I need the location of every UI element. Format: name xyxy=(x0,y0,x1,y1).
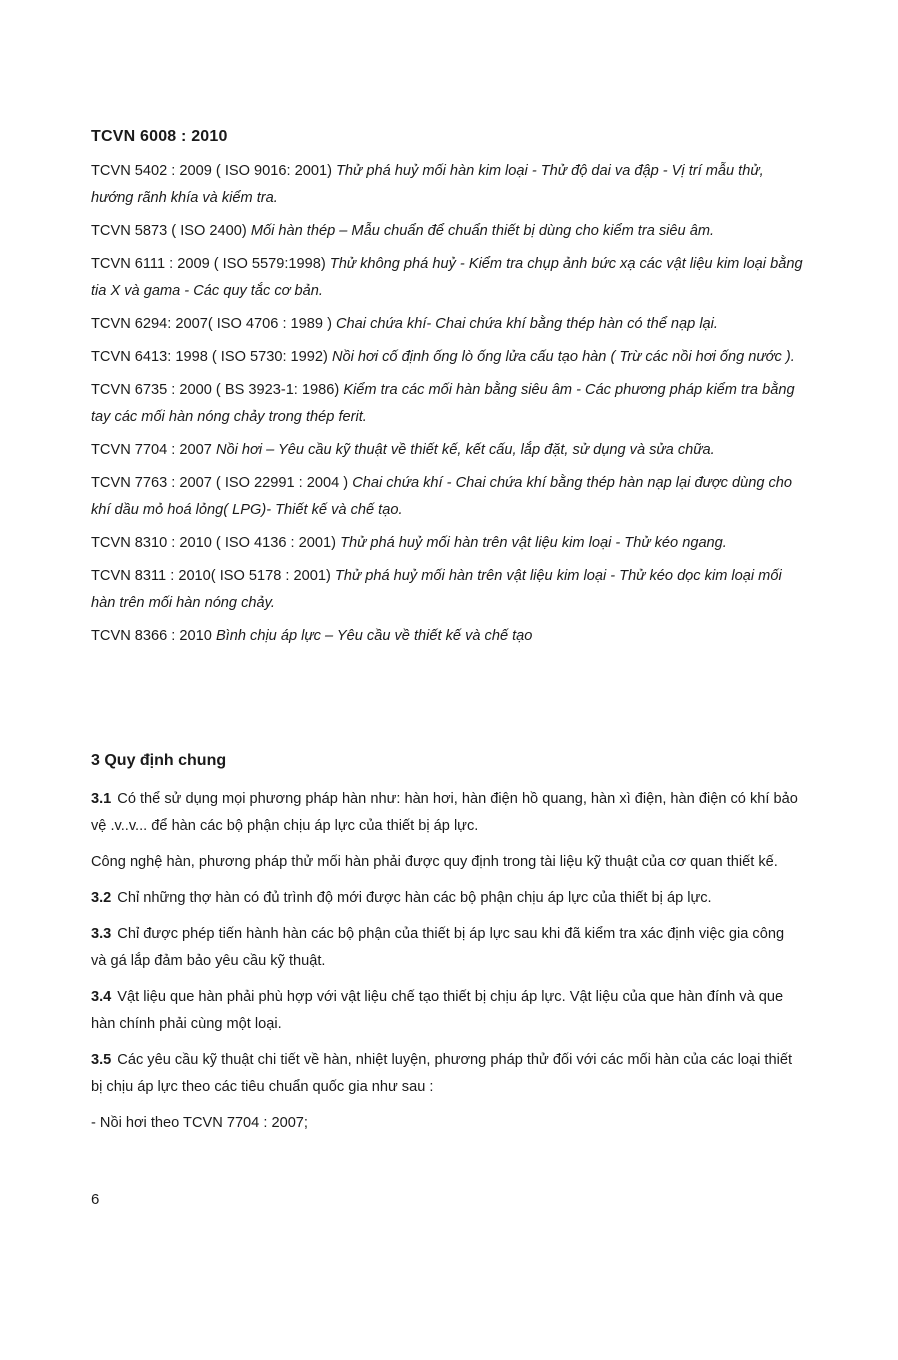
reference-code: TCVN 8366 : 2010 xyxy=(91,628,212,644)
reference-code: TCVN 6294: 2007( ISO 4706 : 1989 ) xyxy=(91,316,332,332)
section-paragraph xyxy=(91,885,803,912)
section-paragraph xyxy=(91,984,803,1038)
reference-item xyxy=(91,563,803,617)
clause-text: Vật liệu que hàn phải phù hợp với vật liệu chế tạo thiết bị chịu áp lực. Vật liệu của que hàn đính và que hàn chính phải cùng một loại. xyxy=(91,989,784,1032)
reference-title: Thử phá huỷ mối hàn trên vật liệu kim loại - Thử kéo dọc kim loại mối hàn trên mối hàn nóng chảy. xyxy=(91,568,782,611)
reference-code: TCVN 8310 : 2010 ( ISO 4136 : 2001) xyxy=(91,535,336,551)
reference-item xyxy=(91,377,803,431)
section-paragraph xyxy=(91,1110,803,1137)
reference-item xyxy=(91,251,803,305)
clause-text: Các yêu cầu kỹ thuật chi tiết về hàn, nhiệt luyện, phương pháp thử đối với các mối hàn của các loại thiết bị chịu áp lực theo các tiêu chuẩn quốc gia như sau : xyxy=(91,1052,793,1095)
reference-code: TCVN 5873 ( ISO 2400) xyxy=(91,223,247,239)
reference-title: Chai chứa khí - Chai chứa khí bằng thép hàn nạp lại được dùng cho khí dầu mỏ hoá lỏng( LPG)- Thiết kế và chế tạo. xyxy=(91,475,793,518)
reference-code: TCVN 7763 : 2007 ( ISO 22991 : 2004 ) xyxy=(91,475,349,491)
reference-item xyxy=(91,437,803,464)
reference-item xyxy=(91,530,803,557)
section-title: 3 Quy định chung xyxy=(91,752,227,769)
section-paragraph xyxy=(91,921,803,975)
reference-title: Thử phá huỷ mối hàn trên vật liệu kim loại - Thử kéo ngang. xyxy=(340,535,727,551)
reference-title: Nồi hơi – Yêu cầu kỹ thuật về thiết kế, kết cấu, lắp đặt, sử dụng và sửa chữa. xyxy=(215,442,715,458)
reference-code: TCVN 7704 : 2007 xyxy=(91,442,212,458)
clause-number: 3.5 xyxy=(91,1052,112,1068)
clause-text: Chỉ những thợ hàn có đủ trình độ mới được hàn các bộ phận chịu áp lực của thiết bị áp lực. xyxy=(117,890,712,906)
reference-title: Thử phá huỷ mối hàn kim loại - Thử độ dai va đập - Vị trí mẫu thử, hướng rãnh khía và kiểm tra. xyxy=(91,163,764,206)
reference-code: TCVN 6111 : 2009 ( ISO 5579:1998) xyxy=(91,256,326,272)
reference-list xyxy=(91,158,803,656)
reference-title: Bình chịu áp lực – Yêu cầu về thiết kế và chế tạo xyxy=(215,628,533,644)
reference-title: Mối hàn thép – Mẫu chuẩn để chuẩn thiết bị dùng cho kiểm tra siêu âm. xyxy=(250,223,715,239)
reference-code: TCVN 6735 : 2000 ( BS 3923-1: 1986) xyxy=(91,382,340,398)
clause-number: 3.1 xyxy=(91,791,112,807)
section-paragraph xyxy=(91,1047,803,1101)
clause-text: - Nồi hơi theo TCVN 7704 : 2007; xyxy=(91,1115,308,1131)
reference-title: Kiểm tra các mối hàn bằng siêu âm - Các phương pháp kiểm tra bằng tay các mối hàn nóng chảy trong thép ferit. xyxy=(91,382,795,425)
reference-code: TCVN 5402 : 2009 ( ISO 9016: 2001) xyxy=(91,163,332,179)
reference-item xyxy=(91,470,803,524)
reference-item xyxy=(91,623,803,650)
reference-code: TCVN 8311 : 2010( ISO 5178 : 2001) xyxy=(91,568,331,584)
reference-item xyxy=(91,218,803,245)
section-paragraph xyxy=(91,849,803,876)
document-header: TCVN 6008 : 2010 xyxy=(91,128,228,145)
clause-number: 3.4 xyxy=(91,989,112,1005)
clause-text: Chỉ được phép tiến hành hàn các bộ phận của thiết bị áp lực sau khi đã kiểm tra xác định việc gia công và gá lắp đảm bảo yêu cầu kỹ thuật. xyxy=(91,926,785,969)
page-number: 6 xyxy=(91,1191,100,1208)
reference-title: Chai chứa khí- Chai chứa khí bằng thép hàn có thể nạp lại. xyxy=(336,316,718,332)
reference-item xyxy=(91,158,803,212)
clause-text: Công nghệ hàn, phương pháp thử mối hàn phải được quy định trong tài liệu kỹ thuật của cơ quan thiết kế. xyxy=(91,854,778,870)
reference-item xyxy=(91,311,803,338)
reference-item xyxy=(91,344,803,371)
clause-number: 3.3 xyxy=(91,926,112,942)
reference-code: TCVN 6413: 1998 ( ISO 5730: 1992) xyxy=(91,349,328,365)
section-paragraph xyxy=(91,786,803,840)
clause-text: Có thể sử dụng mọi phương pháp hàn như: hàn hơi, hàn điện hồ quang, hàn xì điện, hàn điện có khí bảo vệ .v..v... để hàn các bộ phận chịu áp lực của thiết bị áp lực. xyxy=(91,791,798,834)
section-body xyxy=(91,786,803,1146)
reference-title: Nồi hơi cố định ống lò ống lửa cấu tạo hàn ( Trừ các nồi hơi ống nước ). xyxy=(331,349,795,365)
clause-number: 3.2 xyxy=(91,890,112,906)
reference-title: Thử không phá huỷ - Kiểm tra chụp ảnh bức xạ các vật liệu kim loại bằng tia X và gama - Các quy tắc cơ bản. xyxy=(91,256,803,299)
